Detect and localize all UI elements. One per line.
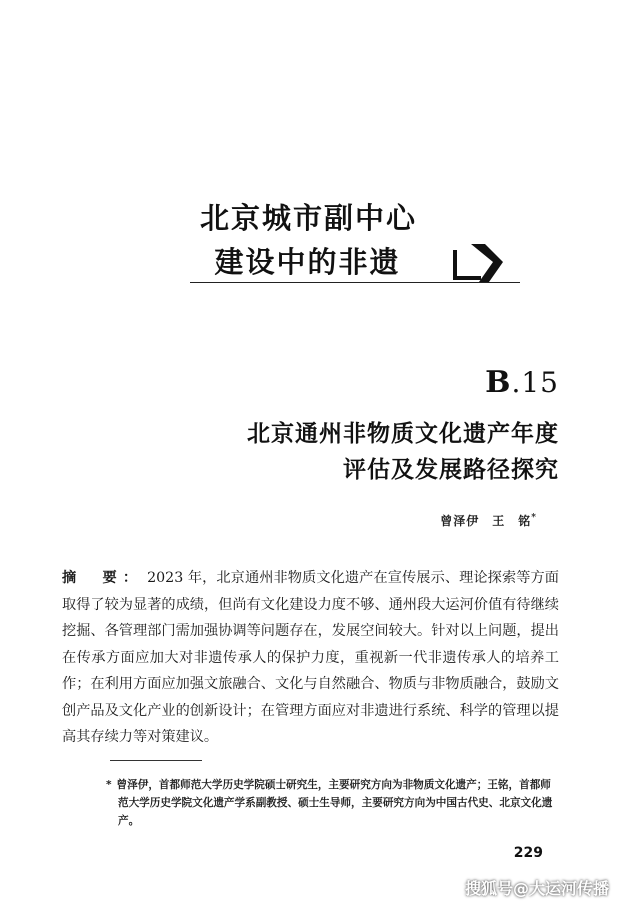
article-title-line1: 北京通州非物质文化遗产年度 (247, 421, 559, 447)
authors (440, 512, 537, 529)
author-names: 曾泽伊 王 铭 (440, 514, 532, 528)
author-footnote-marker: * (531, 513, 537, 523)
section-title-line2: 建设中的非遗 (214, 245, 401, 279)
article-title-line2: 评估及发展路径探究 (343, 457, 559, 483)
section-title-line1: 北京城市副中心 (199, 201, 417, 235)
abstract-label: 摘 要： (62, 570, 144, 586)
page-number: 229 (513, 845, 543, 861)
abstract-text: 2023 年，北京通州非物质文化遗产在宣传展示、理论探索等方面取得了较为显著的成绩，但尚有文化建设力度不够、通州段大运河价值有待继续挖掘、各管理部门需加强协调等问题存在，发展空间较大。针对以上问题，提出在传承方面应加大对非遗传承人的保护力度，重视新一代非遗传承人的培养工作；在利用方面应加强文旅融合、文化与自然融合、物质与非物质融合，鼓励文创产品及文化产业的创新设计；在管理方面应对非遗进行系统、科学的管理以提高其存续力等对策建议。 (62, 570, 559, 745)
footnote-divider (110, 760, 202, 761)
footnote-marker: * (106, 779, 112, 791)
chapter-number (485, 365, 559, 400)
watermark: 搜狐号@大运河传播 (464, 879, 609, 898)
chapter-digits: .15 (511, 366, 559, 399)
abstract (62, 565, 559, 751)
chapter-letter: B (485, 365, 512, 400)
footnote (106, 776, 560, 830)
section-divider (190, 282, 520, 283)
section-mark-icon (451, 238, 509, 284)
footnote-text: 曾泽伊，首都师范大学历史学院硕士研究生，主要研究方向为非物质文化遗产；王铭，首都师范大学历史学院文化遗产学系副教授、硕士生导师，主要研究方向为中国古代史、北京文化遗产。 (116, 779, 553, 827)
